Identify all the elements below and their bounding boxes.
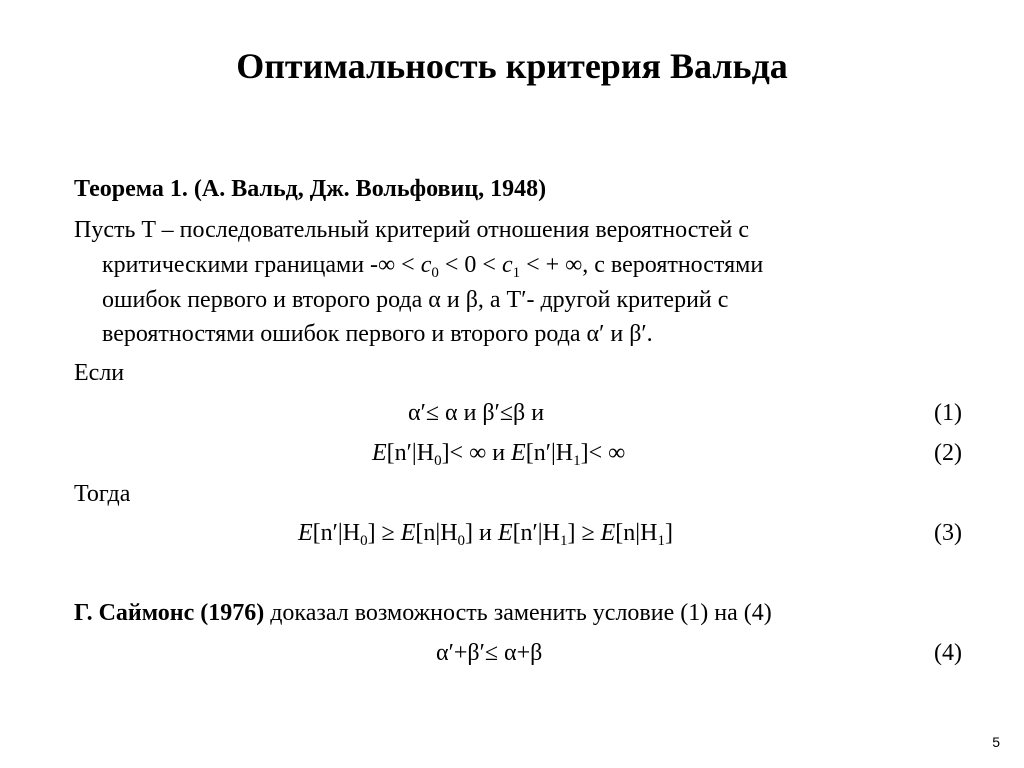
simons-line xyxy=(74,596,772,630)
f3-p8: ] xyxy=(664,520,673,546)
formula-1: α′≤ α и β′≤β и xyxy=(408,400,545,426)
theorem-line-1: Пусть T – последовательный критерий отношения вероятностей с xyxy=(74,217,750,243)
f3-p7: [n|H xyxy=(615,520,658,546)
f2-e1: E xyxy=(372,440,387,466)
f3-p3: [n|H xyxy=(415,520,458,546)
page-number: 5 xyxy=(992,734,1000,750)
formula-4-number: (4) xyxy=(934,640,962,666)
f2-s2: 1 xyxy=(573,453,581,469)
theorem-line-2 xyxy=(102,248,763,282)
slide-title: Оптимальность критерия Вальда xyxy=(236,46,788,86)
formula-1-number: (1) xyxy=(934,400,962,426)
formula-2-number: (2) xyxy=(934,440,962,466)
theorem-line-4: вероятностями ошибок первого и второго рода α′ и β′. xyxy=(102,321,653,347)
f2-p3: [n′|H xyxy=(525,440,574,466)
f3-p1: [n′|H xyxy=(312,520,361,546)
theorem-line-3: ошибок первого и второго рода α и β, а T′- другой критерий с xyxy=(102,287,729,313)
f2-p1: [n′|H xyxy=(386,440,435,466)
simons-text: доказал возможность заменить условие (1) на (4) xyxy=(264,600,772,626)
f3-e1: E xyxy=(298,520,313,546)
f2-p2: ]< ∞ и xyxy=(441,440,512,466)
then-word: Тогда xyxy=(74,481,131,507)
f3-s1: 0 xyxy=(360,533,368,549)
f2-p4: ]< ∞ xyxy=(580,440,626,466)
c0-subscript: 0 xyxy=(431,265,439,281)
f2-e2: E xyxy=(511,440,526,466)
f2-s1: 0 xyxy=(434,453,442,469)
line2-part-c: < + ∞, с вероятностями xyxy=(520,252,764,278)
f3-s3: 1 xyxy=(559,533,568,549)
formula-2 xyxy=(372,436,625,470)
f3-e3: E xyxy=(497,520,513,546)
line2-part-a: критическими границами -∞ < xyxy=(102,252,421,278)
f3-s2: 0 xyxy=(457,533,466,549)
theorem-heading: Теорема 1. (А. Вальд, Дж. Вольфовиц, 1948) xyxy=(74,176,547,202)
f3-p5: [n′|H xyxy=(512,520,560,546)
f3-e2: E xyxy=(400,520,416,546)
c1-subscript: 1 xyxy=(512,265,521,281)
line2-part-b: < 0 < xyxy=(438,252,502,278)
c0-symbol: c xyxy=(420,252,432,278)
c1-symbol: c xyxy=(501,252,513,278)
simons-author: Г. Саймонс (1976) xyxy=(74,600,265,626)
f3-e4: E xyxy=(600,520,616,546)
formula-4: α′+β′≤ α+β xyxy=(436,640,543,666)
f3-s4: 1 xyxy=(657,533,665,549)
f3-p6: ] ≥ xyxy=(567,520,601,546)
formula-3-number: (3) xyxy=(934,520,962,546)
f3-p2: ] ≥ xyxy=(367,520,401,546)
f3-p4: ] и xyxy=(465,520,498,546)
if-word: Если xyxy=(74,360,125,386)
formula-3 xyxy=(298,516,673,550)
